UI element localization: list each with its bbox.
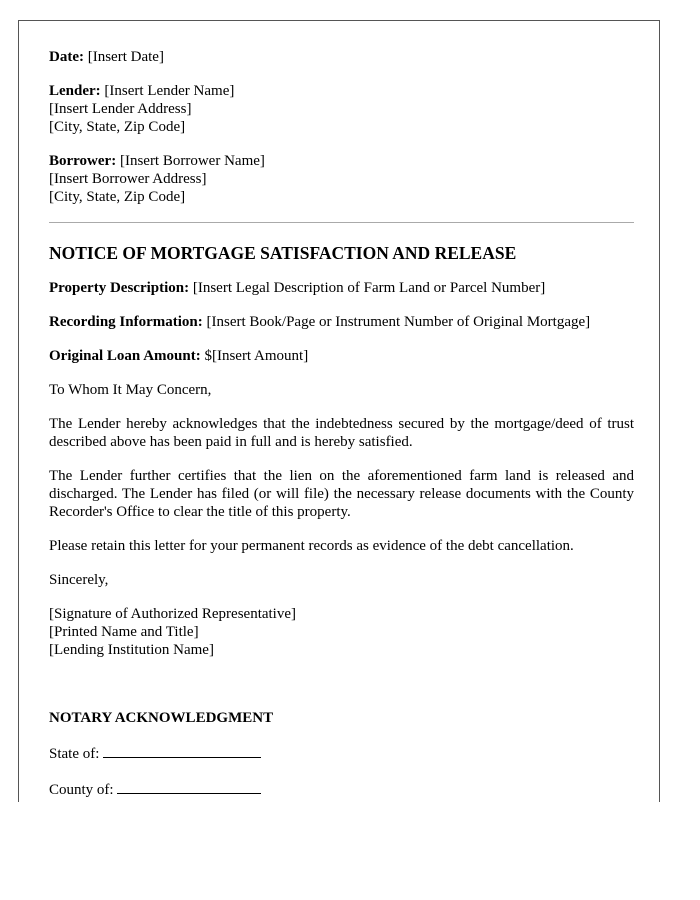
borrower-city: [City, State, Zip Code]: [49, 189, 186, 205]
document-body: [49, 48, 634, 815]
notice-title: NOTICE OF MORTGAGE SATISFACTION AND RELEASE: [49, 243, 517, 263]
signature-line: [Signature of Authorized Representative]: [49, 606, 297, 622]
state-blank[interactable]: [103, 743, 261, 758]
recording-information: [49, 313, 634, 331]
printed-name-title: [Printed Name and Title]: [49, 624, 199, 640]
property-label: Property Description:: [49, 280, 190, 296]
county-label: County of:: [49, 782, 114, 798]
loan-value: $[Insert Amount]: [204, 348, 309, 364]
lender-address: [Insert Lender Address]: [49, 101, 192, 117]
paragraph-satisfaction: The Lender hereby acknowledges that the indebtedness secured by the mortgage/deed of trust described above has been paid in full and is hereby satisfied.: [49, 416, 634, 450]
borrower-block: [49, 152, 634, 206]
county-of-line: [49, 779, 634, 799]
salutation: To Whom It May Concern,: [49, 382, 212, 398]
divider: [49, 222, 634, 223]
property-value: [Insert Legal Description of Farm Land or Parcel Number]: [192, 280, 546, 296]
loan-label: Original Loan Amount:: [49, 348, 201, 364]
borrower-name: [Insert Borrower Name]: [119, 153, 265, 169]
recording-label: Recording Information:: [49, 314, 203, 330]
paragraph-release: The Lender further certifies that the lien on the aforementioned farm land is released and discharged. The Lender has filed (or will file) the necessary release documents with the County Recorder's Office to clear the title of this property.: [49, 468, 634, 520]
notary-title: NOTARY ACKNOWLEDGMENT: [49, 710, 274, 726]
property-description: [49, 279, 634, 297]
signature-block: [49, 605, 634, 659]
state-of-line: [49, 743, 634, 763]
paragraph-retain: Please retain this letter for your permanent records as evidence of the debt cancellation.: [49, 538, 574, 554]
date-value: [Insert Date]: [87, 49, 164, 65]
lending-institution: [Lending Institution Name]: [49, 642, 214, 658]
lender-name-line: [49, 82, 634, 100]
state-label: State of:: [49, 746, 100, 762]
borrower-name-line: [49, 152, 634, 170]
county-blank[interactable]: [117, 779, 261, 794]
borrower-address: [Insert Borrower Address]: [49, 171, 207, 187]
lender-name: [Insert Lender Name]: [104, 83, 235, 99]
lender-block: [49, 82, 634, 136]
closing: Sincerely,: [49, 572, 109, 588]
lender-city: [City, State, Zip Code]: [49, 119, 186, 135]
borrower-label: Borrower:: [49, 153, 117, 169]
lender-label: Lender:: [49, 83, 101, 99]
recording-value: [Insert Book/Page or Instrument Number of Original Mortgage]: [206, 314, 591, 330]
date-line: [49, 48, 634, 66]
date-label: Date:: [49, 49, 84, 65]
original-loan-amount: [49, 347, 634, 365]
